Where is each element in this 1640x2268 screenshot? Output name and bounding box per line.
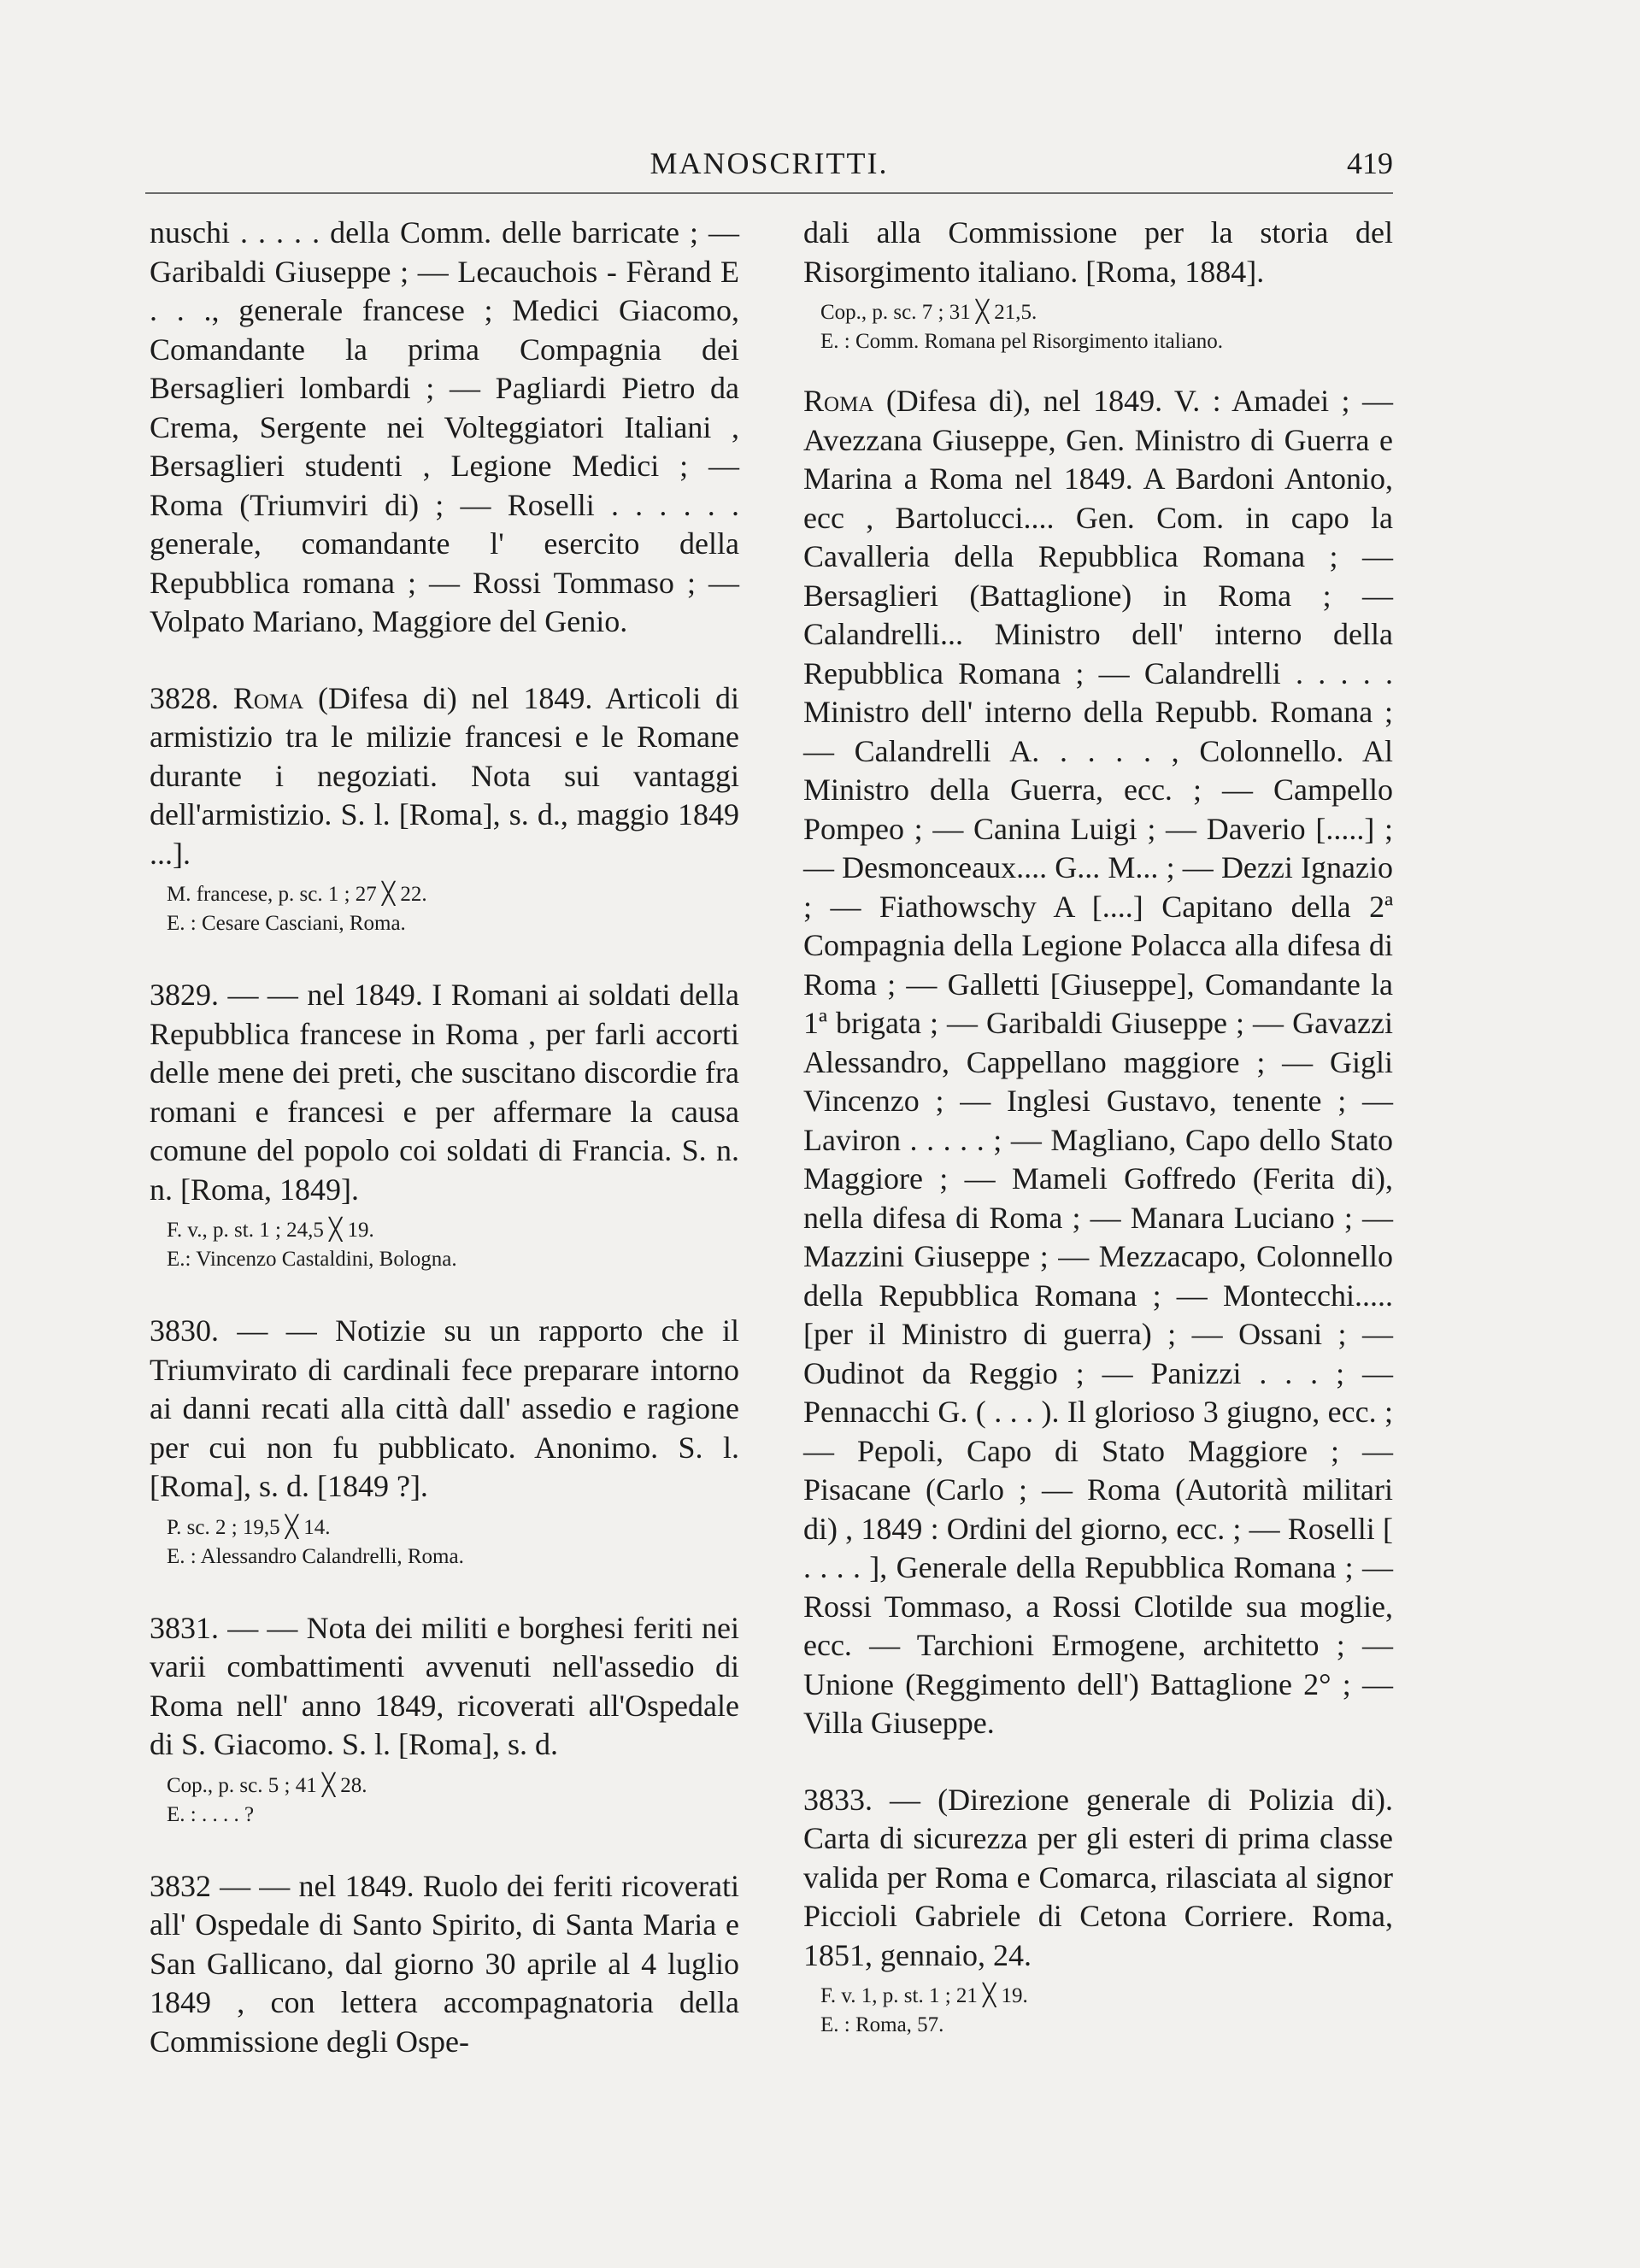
- entry-physical-description: M. francese, p. sc. 1 ; 27 ╳ 22.: [167, 883, 427, 906]
- entry-number: 3828.: [150, 680, 219, 715]
- entry-donor: E. : Cesare Casciani, Roma.: [167, 912, 406, 935]
- catalog-entry: [150, 679, 739, 939]
- entry-number: 3830.: [150, 1313, 219, 1348]
- header-rule: [145, 192, 1393, 194]
- left-column: [150, 214, 739, 2061]
- entry-physical-description: Cop., p. sc. 7 ; 31 ╳ 21,5.: [820, 301, 1037, 324]
- entry-physical-description: F. v., p. st. 1 ; 24,5 ╳ 19.: [167, 1219, 374, 1242]
- entry-text: — — nel 1849. Ruolo dei feriti ricoverati all' Ospedale di Santo Spirito, di Santa Maria e San Gallicano, dal giorno 30 aprile al 4 luglio 1849 , con lettera accompagnatoria della Commissione degli Ospe-: [150, 1868, 740, 2059]
- entry-heading: Roma: [803, 384, 874, 418]
- catalog-entry: [150, 1867, 739, 2062]
- entry-text: (Difesa di), nel 1849. V. : Amadei ; — Avezzana Giuseppe, Gen. Ministro di Guerra e Marina a Roma nel 1849. A Bardoni Antonio, ecc , Bartolucci.... Gen. Com. in capo la Cavalleria della Repubblica Romana ; — Bersaglieri (Battaglione) in Roma ; — Calandrelli... Ministro dell' interno della Repubblica Romana ; — Calandrelli . . . . . Ministro dell' interno della Repubb. Romana ; — Calandrelli A. . . . . , Colonnello. Al Ministro della Guerra, ecc. ; — Campello Pompeo ; — Canina Luigi ; — Daverio [.....] ; — Desmonceaux.... G... M... ; — Dezzi Ignazio ; — Fiathowschy A [....] Capitano della 2ª Compagnia della Legione Polacca alla difesa di Roma ; — Galletti [Giuseppe], Comandante la 1ª brigata ; — Garibaldi Giuseppe ; — Gavazzi Alessandro, Cappellano maggiore ; — Gigli Vincenzo ; — Inglesi Gustavo, tenente ; — Laviron . . . . . ; — Magliano, Capo dello Stato Maggiore ; — Mameli Goffredo (Ferita di), nella difesa di Roma ; — Manara Luciano ; — Mazzini Giuseppe ; — Mezzacapo, Colonnello della Repubblica Romana ; — Montecchi..... [per il Ministro di guerra) ; — Ossani ; — Oudinot da Reggio ; — Panizzi . . . ; — Pennacchi G. ( . . . ). Il glorioso 3 giugno, ecc. ; — Pepoli, Capo di Stato Maggiore ; — Pisacane (Carlo ; — Roma (Autorità militari di) , 1849 : Ordini del giorno, ecc. ; — Roselli [ . . . . ], Generale della Repubblica Romana ; — Rossi Tommaso, a Rossi Clotilde sua moglie, ecc. — Tarchioni Ermogene, architetto ; — Unione (Reggimento dell') Battaglione 2° ; — Villa Giuseppe.: [803, 384, 1393, 1740]
- entry-text: — — Notizie su un rapporto che il Triumvirato di cardinali fece preparare intorno ai danni recati alla città dall' assedio e ragione per cui non fu pubblicato. Anonimo. S. l. [Roma], s. d. [1849 ?].: [150, 1313, 739, 1503]
- running-title: MANOSCRITTI.: [650, 146, 889, 180]
- catalog-entry: [150, 1312, 739, 1572]
- entry-physical-description: F. v. 1, p. st. 1 ; 21 ╳ 19.: [820, 1984, 1028, 2007]
- page-number: 419: [1347, 146, 1393, 180]
- entry-text: — (Direzione generale di Polizia di). Carta di sicurezza per gli esteri di prima classe valida per Roma e Comarca, rilasciata al signor Piccioli Gabriele di Cetona Corriere. Roma, 1851, gennaio, 24.: [803, 1782, 1394, 1972]
- continued-text: nuschi . . . . . della Comm. delle barricate ; — Garibaldi Giuseppe ; — Lecauchois - Fèrand E . . ., generale francese ; Medici Giacomo, Comandante la prima Compagnia dei Bersaglieri lombardi ; — Pagliardi Pietro da Crema, Sergente nei Volteggiatori Italiani , Bersaglieri studenti , Legione Medici ; — Roma (Triumviri di) ; — Roselli . . . . . . generale, comandante l' esercito della Repubblica romana ; — Rossi Tommaso ; — Volpato Mariano, Maggiore del Genio.: [150, 215, 739, 638]
- cross-reference-entry: [803, 382, 1393, 1743]
- entry-physical-description: P. sc. 2 ; 19,5 ╳ 14.: [167, 1515, 331, 1539]
- right-column: [803, 214, 1393, 2040]
- page-header: [145, 145, 1393, 186]
- entry-donor: E. : Alessandro Calandrelli, Roma.: [167, 1544, 464, 1568]
- entry-text: (Difesa di) nel 1849. Articoli di armistizio tra le milizie francesi e le Romane durante i negoziati. Nota sui vantaggi dell'armistizio. S. l. [Roma], s. d., maggio 1849 ...].: [150, 680, 740, 871]
- entry-number: 3833.: [803, 1782, 873, 1817]
- entry-number: 3829.: [150, 978, 219, 1012]
- entry-donor: E. : Comm. Romana pel Risorgimento italiano.: [820, 330, 1224, 353]
- catalog-entry: [150, 1609, 739, 1830]
- catalog-entry: [803, 1781, 1393, 2041]
- entry-text: — — nel 1849. I Romani ai soldati della Repubblica francese in Roma , per farli accorti delle mene dei preti, che suscitano discordie fra romani e francesi e per affermare la causa comune del popolo coi soldati di Francia. S. n. n. [Roma, 1849].: [150, 978, 740, 1207]
- entry-physical-description: Cop., p. sc. 5 ; 41 ╳ 28.: [167, 1773, 367, 1797]
- entry-number: 3832: [150, 1868, 211, 1903]
- entry-text: — — Nota dei militi e borghesi feriti nei varii combattimenti avvenuti nell'assedio di Roma nell' anno 1849, ricoverati all'Ospedale di S. Giacomo. S. l. [Roma], s. d.: [150, 1610, 740, 1761]
- entry-heading: Roma: [232, 680, 304, 715]
- continued-text: dali alla Commissione per la storia del Risorgimento italiano. [Roma, 1884].: [803, 215, 1393, 289]
- entry-donor: E. : . . . . ?: [167, 1802, 255, 1826]
- entry-donor: E.: Vincenzo Castaldini, Bologna.: [167, 1248, 457, 1271]
- entry-number: 3831.: [150, 1610, 219, 1645]
- catalog-entry: [150, 976, 739, 1274]
- entry-donor: E. : Roma, 57.: [820, 2013, 944, 2036]
